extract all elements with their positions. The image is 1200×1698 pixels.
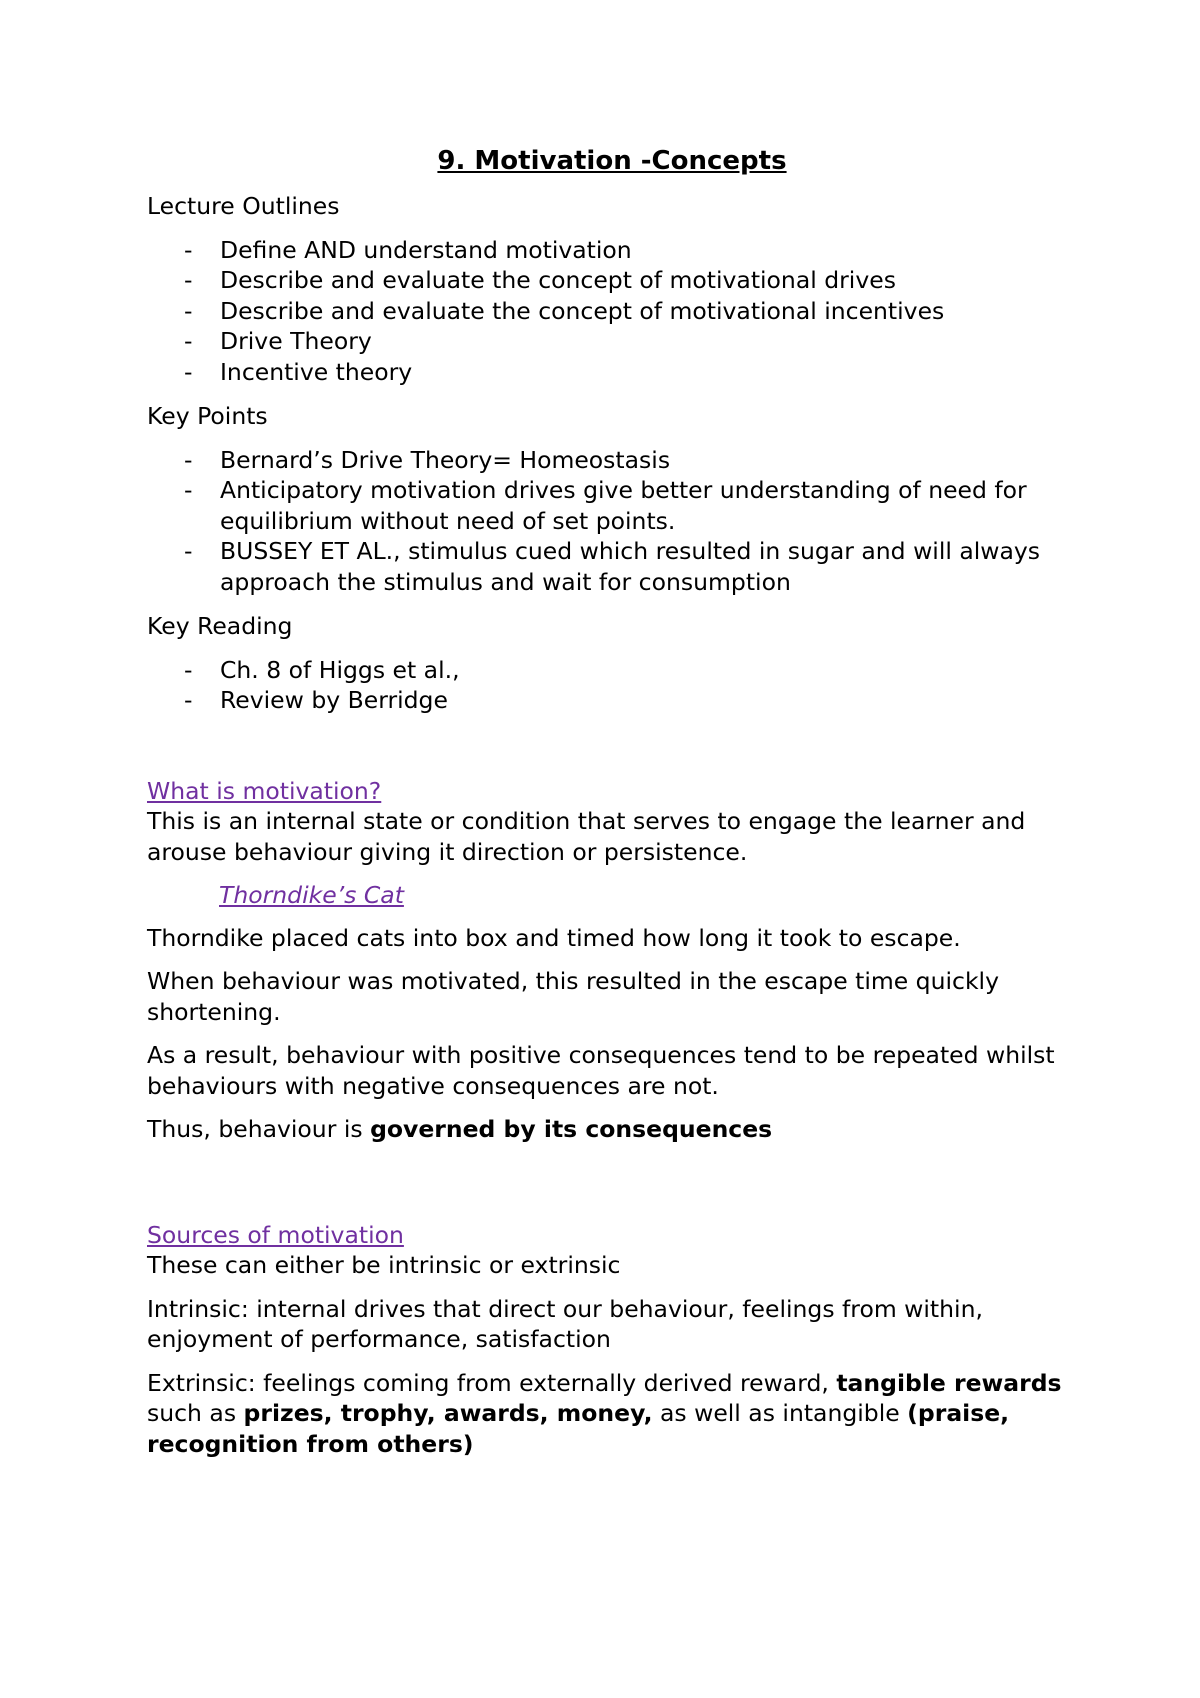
extrinsic-emphasis: tangible rewards xyxy=(836,1368,1062,1397)
key-points-list xyxy=(147,445,1077,598)
extrinsic-text: such as xyxy=(147,1399,244,1427)
key-reading-label: Key Reading xyxy=(147,612,293,640)
list-item: - Define AND understand motivation xyxy=(147,235,1077,266)
motivation-definition: This is an internal state or condition that serves to engage the learner and arouse behaviour giving it direction or persistence. xyxy=(147,807,1026,866)
sources-of-motivation-heading: Sources of motivation xyxy=(147,1220,404,1249)
document-page xyxy=(147,143,1077,1472)
blank-line xyxy=(147,1158,1077,1220)
list-item: - Incentive theory xyxy=(147,357,1077,388)
page-title: 9. Motivation -Concepts xyxy=(437,146,787,176)
list-item: - BUSSEY ET AL., stimulus cued which resulted in sugar and will always approach the stimulus and wait for consumption xyxy=(147,536,1077,597)
lecture-outlines-list xyxy=(147,235,1077,388)
thorndikes-cat-subheading: Thorndike’s Cat xyxy=(219,881,404,909)
list-item: - Bernard’s Drive Theory= Homeostasis xyxy=(147,445,1077,476)
what-is-motivation-heading: What is motivation? xyxy=(147,776,382,805)
lecture-outlines-label: Lecture Outlines xyxy=(147,192,340,220)
extrinsic-text: Extrinsic: feelings coming from externally derived reward, xyxy=(147,1368,837,1397)
list-item: - Review by Berridge xyxy=(147,685,1077,716)
list-item: - Ch. 8 of Higgs et al., xyxy=(147,655,1077,686)
list-item: - Drive Theory xyxy=(147,326,1077,357)
conclusion-emphasis: governed by its consequences xyxy=(370,1115,773,1143)
sources-intro: These can either be intrinsic or extrinsic xyxy=(147,1251,621,1279)
key-reading-list xyxy=(147,655,1077,716)
thorndike-paragraph-1: Thorndike placed cats into box and timed how long it took to escape. xyxy=(147,923,961,952)
extrinsic-emphasis: prizes, trophy, awards, money, xyxy=(243,1399,653,1427)
key-points-label: Key Points xyxy=(147,402,268,430)
conclusion-prefix: Thus, behaviour is xyxy=(147,1115,371,1143)
blank-line xyxy=(147,730,1077,776)
thorndike-conclusion xyxy=(147,1114,1077,1145)
thorndike-paragraph-3: As a result, behaviour with positive consequences tend to be repeated whilst behaviours with negative consequences are not. xyxy=(147,1041,1055,1100)
list-item: - Anticipatory motivation drives give better understanding of need for equilibrium without need of set points. xyxy=(147,475,1077,536)
thorndike-paragraph-2: When behaviour was motivated, this resulted in the escape time quickly shortening. xyxy=(147,967,999,1026)
list-item: - Describe and evaluate the concept of motivational incentives xyxy=(147,296,1077,327)
extrinsic-text: as well as intangible xyxy=(652,1399,908,1427)
intrinsic-paragraph: Intrinsic: internal drives that direct our behaviour, feelings from within, enjoyment of performance, satisfaction xyxy=(147,1294,983,1353)
list-item: - Describe and evaluate the concept of motivational drives xyxy=(147,265,1077,296)
extrinsic-paragraph xyxy=(147,1368,1077,1460)
extrinsic-emphasis: (praise, recognition from others) xyxy=(147,1399,1010,1458)
